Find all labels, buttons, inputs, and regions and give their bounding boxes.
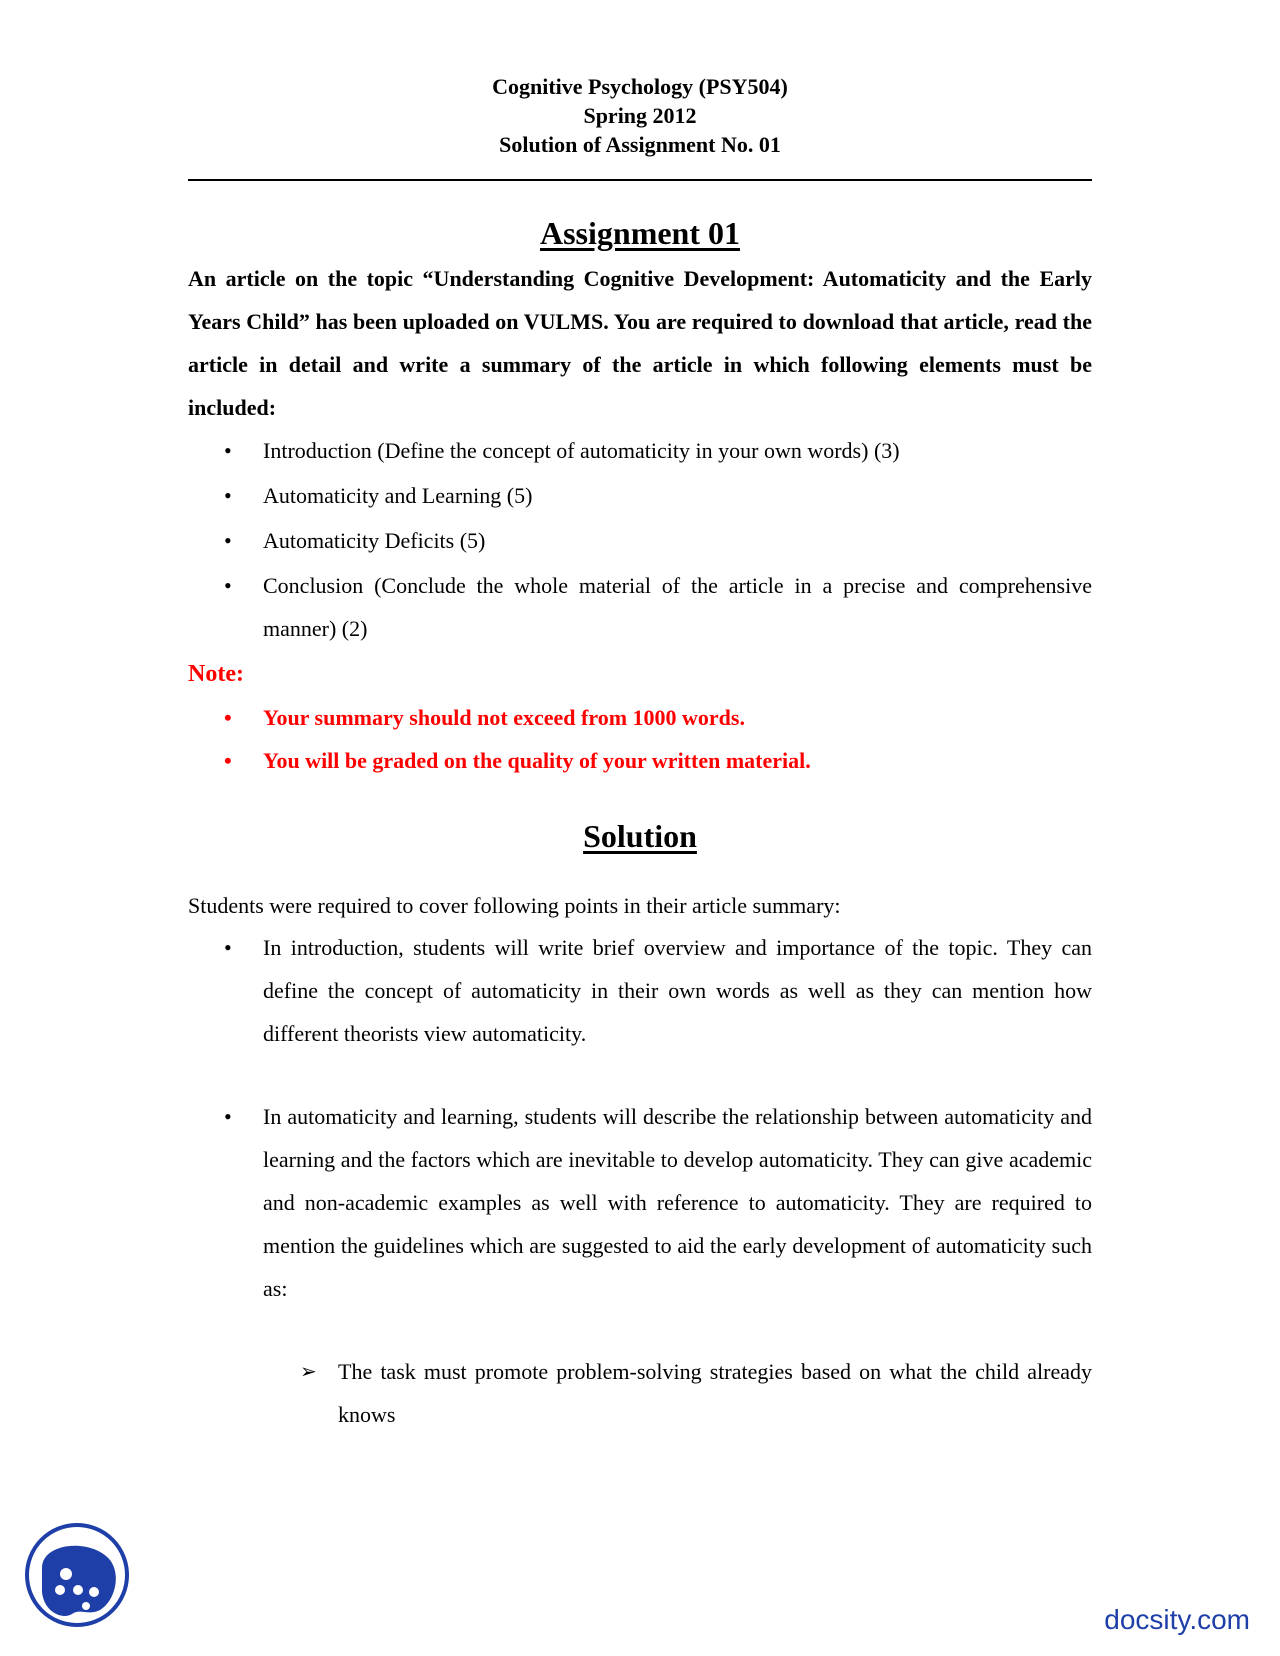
list-item: • Your summary should not exceed from 1000 words. xyxy=(188,696,1092,739)
arrow-bullet-icon: ➢ xyxy=(300,1359,317,1383)
course-title: Cognitive Psychology (PSY504) xyxy=(492,74,788,99)
list-item: • Automaticity and Learning (5) xyxy=(188,474,1092,517)
list-item: • In automaticity and learning, students will describe the relationship between automaticity and learning and the factors which are inevitable to develop automaticity. They can give academic and non-academic examples as well with reference to automaticity. They are required to mention the guidelines which are suggested to aid the early development of automaticity such as: xyxy=(188,1095,1092,1310)
term-label: Spring 2012 xyxy=(583,103,697,128)
assignment-heading: Assignment 01 xyxy=(539,215,740,251)
list-item: • Introduction (Define the concept of automaticity in your own words) (3) xyxy=(188,429,1092,472)
assignment-prompt: An article on the topic “Understanding Cognitive Development: Automaticity and the Early Years Child” has been uploaded on VULMS. You are required to download that article, read the article in detail and write a summary of the article in which following elements must be included: xyxy=(188,266,1092,420)
bullet-icon: • xyxy=(224,528,232,553)
list-item: • In introduction, students will write brief overview and importance of the topic. They can define the concept of automaticity in their own words as well as they can mention how different theorists view automaticity. xyxy=(188,926,1092,1055)
solution-intro: Students were required to cover following points in their article summary: xyxy=(188,893,841,918)
bullet-icon: • xyxy=(224,748,232,773)
document-subtitle: Solution of Assignment No. 01 xyxy=(499,132,781,157)
notes-list xyxy=(188,696,1092,782)
list-item: • Automaticity Deficits (5) xyxy=(188,519,1092,562)
list-item: • You will be graded on the quality of your written material. xyxy=(188,739,1092,782)
document-page xyxy=(188,72,1092,1436)
requirements-list xyxy=(188,429,1092,650)
list-item: • Conclusion (Conclude the whole material of the article in a precise and comprehensive manner) (2) xyxy=(188,564,1092,650)
bullet-icon: • xyxy=(224,1104,232,1129)
solution-heading: Solution xyxy=(583,818,697,854)
guidelines-list xyxy=(188,1350,1092,1436)
bullet-icon: • xyxy=(224,705,232,730)
bullet-icon: • xyxy=(224,438,232,463)
docsity-logo-icon xyxy=(22,1520,132,1630)
list-item: ➢ The task must promote problem-solving strategies based on what the child already knows xyxy=(188,1350,1092,1436)
bullet-icon: • xyxy=(224,935,232,960)
solution-points-list xyxy=(188,926,1092,1310)
header-divider xyxy=(188,179,1092,181)
docsity-brand-link[interactable]: docsity.com xyxy=(1104,1604,1250,1635)
note-label: Note: xyxy=(188,661,244,687)
bullet-icon: • xyxy=(224,483,232,508)
bullet-icon: • xyxy=(224,573,232,598)
